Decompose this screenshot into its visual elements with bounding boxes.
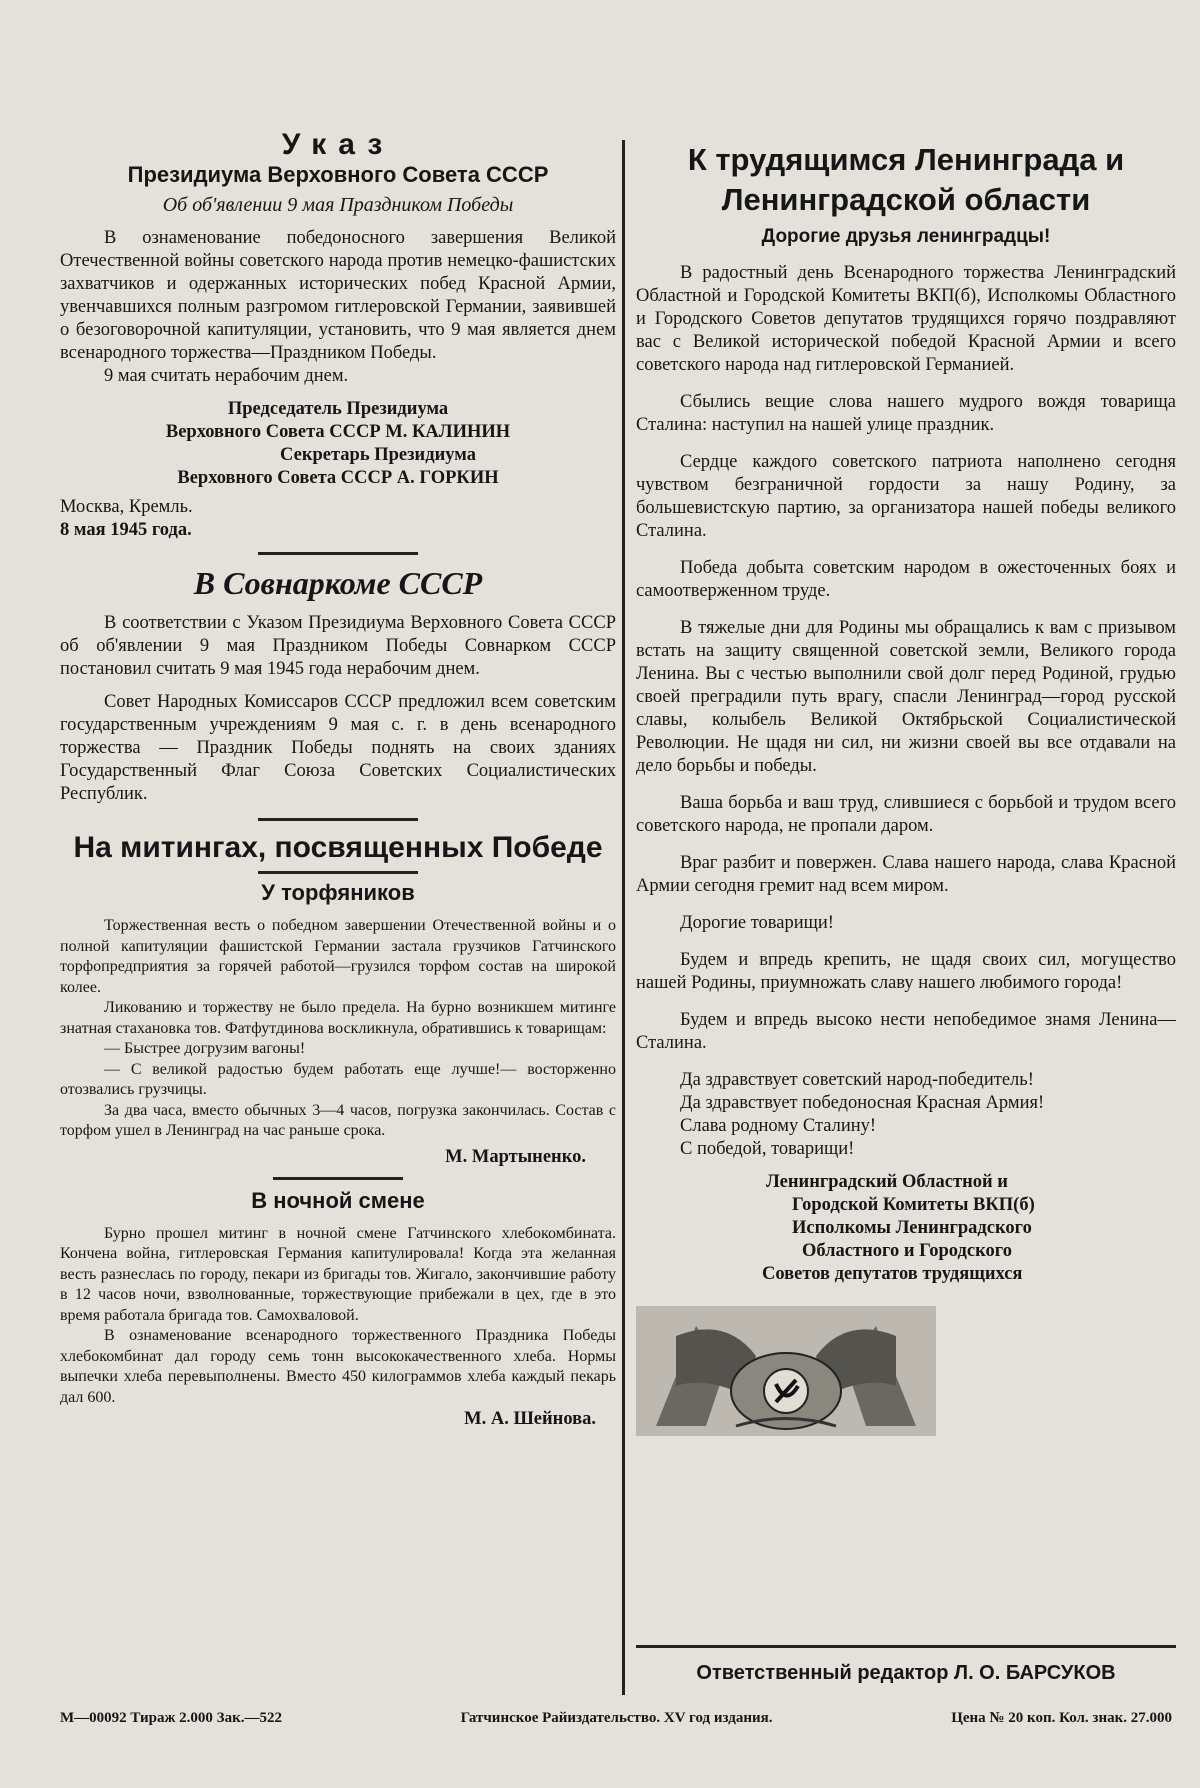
ukaz-signature-line-4: Верховного Совета СССР А. ГОРКИН — [177, 468, 499, 488]
slogan-4: С победой, товарищи! — [680, 1139, 855, 1159]
peat-paragraph-1: Торжественная весть о победном завершении Отечественной войны и о полной капитуляции фашистской Германии застала грузчиков Гатчинского торфопредприятия за горячей работой—грузился торфом состав на широкой колее. — [60, 917, 616, 996]
peat-paragraph-3: — Быстрее догрузим вагоны! — [104, 1040, 306, 1057]
ukaz-paragraph-1: В ознаменование победоносного завершения Великой Отечественной войны советского народа против немецко-фашистских захватчиков и одержанных исторических побед Красной Армии, увенчавшихся полным разгромом гитлеровской Германии, заявившей о безоговорочной капитуляции, установить, что 9 мая является днем всенародного торжества—Праздником Победы. — [60, 228, 616, 363]
appeal-signature-5: Советов депутатов трудящихся — [762, 1264, 1023, 1284]
right-column — [636, 140, 1176, 1441]
ukaz-date: 8 мая 1945 года. — [60, 520, 192, 540]
appeal-paragraph-9: Будем и впредь крепить, не щадя своих сил, могущество нашей Родины, приумножать славу нашего любимого города! — [636, 950, 1176, 993]
ukaz-paragraph-2: 9 мая считать нерабочим днем. — [104, 366, 349, 386]
appeal-paragraph-5: В тяжелые дни для Родины мы обращались к вам с призывом встать на защиту священной советской земли, Великого города Ленина. Вы с честью выполнили свой долг перед Родиной, грудью своей преградили путь врагу, спасли Ленинград—город русской славы, колыбель Великой Октябрьской Социалистической Революции. Не щадя ни сил, ни жизни своей вы все отдавали на дело борьбы и победы. — [636, 618, 1176, 776]
hammer-sickle-emblem-icon — [636, 1306, 936, 1436]
appeal-greeting: Дорогие друзья ленинградцы! — [761, 226, 1051, 247]
appeal-signature-2: Городской Комитеты ВКП(б) — [792, 1195, 1035, 1215]
appeal-paragraph-4: Победа добыта советским народом в ожесточенных боях и самоотверженном труде. — [636, 558, 1176, 601]
divider — [258, 871, 418, 874]
ukaz-title: Указ — [281, 128, 395, 161]
slogan-3: Слава родному Сталину! — [680, 1116, 877, 1136]
appeal-signature-4: Областного и Городского — [802, 1241, 1012, 1261]
rallies-title: На митингах, посвященных Победе — [73, 831, 603, 864]
ukaz-caption: Об об'явлении 9 мая Праздником Победы — [162, 194, 514, 216]
appeal-signature-1: Ленинградский Областной и — [766, 1172, 1008, 1192]
footer-print-run: М—00092 Тираж 2.000 Зак.—522 — [60, 1710, 282, 1726]
column-divider — [622, 140, 625, 1695]
appeal-paragraph-3: Сердце каждого советского патриота наполнено сегодня чувством безграничной гордости за нашу Родину, за большевистскую партию, за организатора нашей победы великого Сталина. — [636, 452, 1176, 541]
appeal-signature-3: Исполкомы Ленинградского — [792, 1218, 1032, 1238]
footer-publisher: Гатчинское Райиздательство. XV год издания. — [460, 1710, 773, 1726]
night-paragraph-1: Бурно прошел митинг в ночной смене Гатчинского хлебокомбината. Кончена война, гитлеровская Германия капитулировала! Когда эта желанная весть разнеслась по городу, пекари из бригады тов. Жигало, закончившие работу в 12 часов ночи, взволнованные, торжествующие прибежали в цех, где в это время работала бригада тов. Самохваловой. — [60, 1224, 616, 1324]
peat-subtitle: У торфяников — [261, 880, 415, 905]
ukaz-subtitle: Президиума Верховного Совета СССР — [127, 162, 549, 187]
divider — [258, 552, 418, 555]
appeal-title-line-1: К трудящимся Ленинграда и — [687, 142, 1125, 177]
footer-price: Цена № 20 коп. Кол. знак. 27.000 — [951, 1710, 1172, 1726]
peat-paragraph-4: — С великой радостью будем работать еще лучше!— восторженно отозвались грузчицы. — [60, 1060, 616, 1098]
appeal-paragraph-6: Ваша борьба и ваш труд, слившиеся с борьбой и трудом всего советского народа, не пропали даром. — [636, 793, 1176, 836]
ukaz-signature-line-2: Верховного Совета СССР М. КАЛИНИН — [165, 422, 511, 442]
night-paragraph-2: В ознаменование всенародного торжественного Праздника Победы хлебокомбинат дал городу семь тонн высококачественного хлеба. Нормы выпечки хлеба перевыполнены. Вместо 450 килограммов хлеба каждый пекарь дал 600. — [60, 1327, 616, 1406]
slogan-2: Да здравствует победоносная Красная Армия! — [680, 1093, 1045, 1113]
sovnarkom-paragraph-2: Совет Народных Комиссаров СССР предложил всем советским государственным учреждениям 9 мая с. г. в день всенародного торжества — Праздник Победы поднять на своих зданиях Государственный Флаг Союза Советских Социалистических Республик. — [60, 692, 616, 804]
left-column — [60, 128, 616, 1431]
appeal-paragraph-7: Враг разбит и повержен. Слава нашего народа, слава Красной Армии сегодня гремит над всем миром. — [636, 853, 1176, 896]
appeal-paragraph-8: Дорогие товарищи! — [680, 913, 834, 933]
editor-line: Ответственный редактор Л. О. БАРСУКОВ — [636, 1645, 1176, 1685]
peat-author: М. Мартыненко. — [445, 1146, 586, 1167]
appeal-paragraph-10: Будем и впредь высоко нести непобедимое знамя Ленина—Сталина. — [636, 1010, 1176, 1053]
ukaz-signature-line-3: Секретарь Президиума — [280, 445, 476, 465]
night-author: М. А. Шейнова. — [464, 1409, 596, 1429]
ukaz-place: Москва, Кремль. — [60, 497, 193, 517]
peat-paragraph-2: Ликованию и торжеству не было предела. На бурно возникшем митинге знатная стахановка тов. Фатфутдинова воскликнула, обратившись к товарищам: — [60, 999, 616, 1037]
divider — [273, 1177, 403, 1180]
sovnarkom-paragraph-1: В соответствии с Указом Президиума Верховного Совета СССР об об'явлении 9 мая Праздником Победы Совнарком СССР постановил считать 9 мая 1945 года нерабочим днем. — [60, 613, 616, 679]
appeal-paragraph-2: Сбылись вещие слова нашего мудрого вождя товарища Сталина: наступил на нашей улице праздник. — [636, 392, 1176, 435]
slogan-1: Да здравствует советский народ-победитель! — [680, 1070, 1034, 1090]
ukaz-signature-line-1: Председатель Президиума — [227, 399, 449, 419]
peat-paragraph-5: За два часа, вместо обычных 3—4 часов, погрузка закончилась. Состав с торфом ушел в Ленинград на час раньше срока. — [60, 1101, 616, 1139]
appeal-title-line-2: Ленинградской области — [721, 182, 1091, 217]
footer — [60, 1710, 1172, 1727]
divider — [258, 818, 418, 821]
appeal-paragraph-1: В радостный день Всенародного торжества Ленинградский Областной и Городской Комитеты ВКП(б), Исполкомы Областного и Городского Советов депутатов трудящихся горячо поздравляют вас с Великой исторической победой Красной Армии и всего советского народа над гитлеровской Германией. — [636, 263, 1176, 375]
sovnarkom-title: В Совнаркоме СССР — [193, 565, 483, 601]
night-shift-subtitle: В ночной смене — [251, 1187, 425, 1213]
